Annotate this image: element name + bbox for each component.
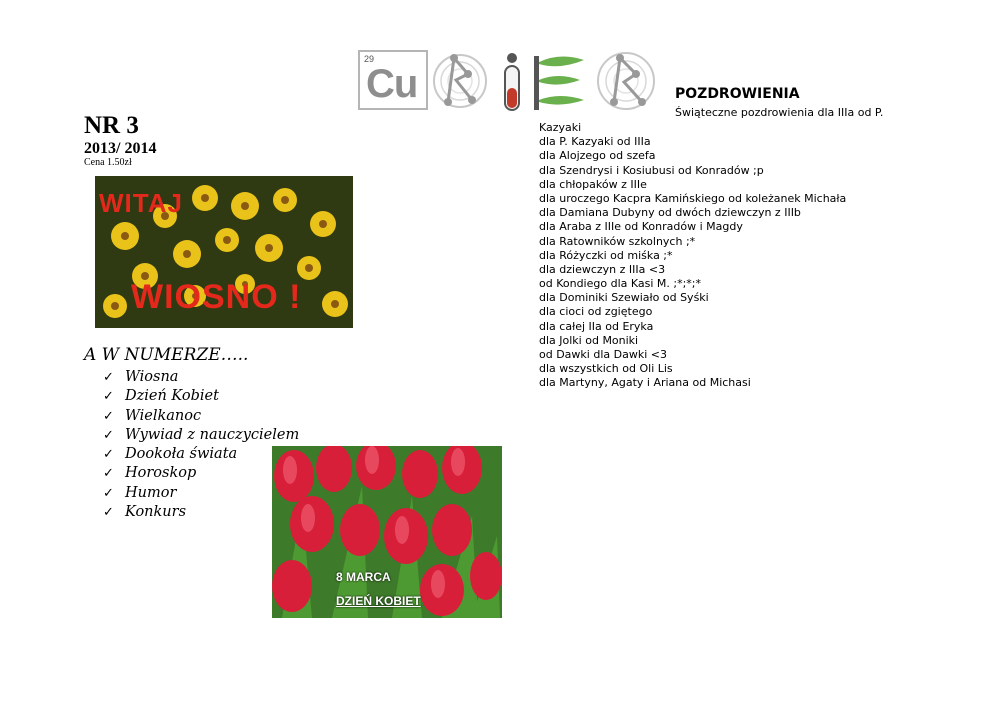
spring-caption-bottom: WIOSNO ! bbox=[131, 278, 302, 316]
greeting-line: dla Różyczki od miśka ;* bbox=[539, 248, 673, 262]
copper-element-tile bbox=[358, 50, 428, 110]
greeting-line: dla Jolki od Moniki bbox=[539, 333, 639, 347]
checkmark-icon: ✓ bbox=[103, 485, 114, 501]
greeting-line: od Dawki dla Dawki <3 bbox=[539, 348, 667, 361]
issue-year: 2013/ 2014 bbox=[84, 140, 157, 157]
contents-item-label: Dzień Kobiet bbox=[125, 388, 219, 405]
greeting-line: dla chłopaków z IIIe bbox=[539, 177, 647, 191]
greeting-line: od Kondiego dla Kasi M. ;*;*;* bbox=[539, 277, 702, 291]
checkmark-icon: ✓ bbox=[103, 466, 114, 482]
greeting-line: dla Alojzego od szefa bbox=[539, 149, 656, 163]
contents-item-label: Wielkanoc bbox=[125, 407, 202, 424]
checkmark-icon: ✓ bbox=[103, 505, 114, 521]
circle-letter-r-icon bbox=[434, 54, 486, 107]
greeting-line: dla Dominiki Szewiało od Syśki bbox=[539, 291, 709, 305]
element-symbol: Cu bbox=[366, 62, 418, 106]
circle-letter-r-second-icon bbox=[598, 53, 654, 109]
leaf-letter-e-icon bbox=[534, 56, 584, 110]
contents-item bbox=[103, 368, 299, 387]
greeting-line: dla P. Kazyaki od IIIa bbox=[539, 135, 651, 149]
contents-item bbox=[103, 503, 299, 522]
checkmark-icon: ✓ bbox=[103, 370, 114, 385]
contents-item bbox=[103, 484, 299, 503]
greeting-line: dla Damiana Dubyny od dwóch dziewczyn z IIIb bbox=[539, 206, 801, 220]
greeting-line: dla Araba z IIIe od Konradów i Magdy bbox=[539, 220, 743, 234]
contents-item bbox=[103, 426, 299, 445]
greeting-line: dla Szendrysi i Kosiubusi od Konradów ;p bbox=[539, 163, 764, 177]
issue-number: NR 3 bbox=[84, 112, 139, 139]
issue-price: Cena 1.50zł bbox=[84, 157, 132, 168]
tulips-caption-date: 8 MARCA bbox=[336, 570, 391, 584]
contents-item bbox=[103, 445, 299, 464]
greeting-line: dla uroczego Kacpra Kamińskiego od koleżanek Michała bbox=[539, 191, 847, 205]
contents-item-label: Wiosna bbox=[125, 369, 179, 385]
element-number: 29 bbox=[364, 54, 375, 64]
molecule-logo-graphic bbox=[430, 50, 664, 114]
spring-caption-top: WITAJ bbox=[99, 188, 183, 218]
contents-list bbox=[103, 368, 299, 522]
greetings-list bbox=[539, 121, 846, 391]
checkmark-icon: ✓ bbox=[103, 389, 114, 405]
contents-item bbox=[103, 387, 299, 406]
checkmark-icon: ✓ bbox=[103, 427, 114, 443]
greeting-line: dla wszystkich od Oli Lis bbox=[539, 362, 673, 376]
checkmark-icon: ✓ bbox=[103, 408, 114, 424]
contents-item-label: Horoskop bbox=[125, 465, 197, 482]
contents-item bbox=[103, 464, 299, 483]
greetings-title: POZDROWIENIA bbox=[675, 86, 800, 102]
checkmark-icon: ✓ bbox=[103, 447, 114, 463]
greetings-intro: Świąteczne pozdrowienia dla IIIa od P. bbox=[675, 106, 884, 119]
greeting-line: dla Ratowników szkolnych ;* bbox=[539, 234, 696, 248]
tulips-caption-title: DZIEŃ KOBIET bbox=[336, 594, 421, 608]
greeting-line: dla Martyny, Agaty i Ariana od Michasi bbox=[539, 376, 751, 390]
contents-item-label: Humor bbox=[125, 484, 177, 501]
contents-item-label: Wywiad z nauczycielem bbox=[125, 426, 300, 443]
test-tube-letter-i-icon bbox=[505, 53, 519, 110]
greeting-line: dla dziewczyn z IIIa <3 bbox=[539, 262, 666, 276]
masthead-logo bbox=[358, 50, 664, 114]
greeting-line: Kazyaki bbox=[539, 121, 582, 134]
spring-flowers-image bbox=[95, 176, 353, 328]
contents-item-label: Dookoła świata bbox=[125, 446, 238, 463]
tulips-image bbox=[272, 446, 502, 618]
greeting-line: dla cioci od zgiętego bbox=[539, 305, 653, 319]
greeting-line: dla całej IIa od Eryka bbox=[539, 319, 654, 333]
contents-title: A W NUMERZE….. bbox=[84, 345, 249, 365]
contents-item-label: Konkurs bbox=[125, 504, 187, 521]
red-tulips-graphic bbox=[272, 446, 502, 618]
contents-item bbox=[103, 407, 299, 426]
